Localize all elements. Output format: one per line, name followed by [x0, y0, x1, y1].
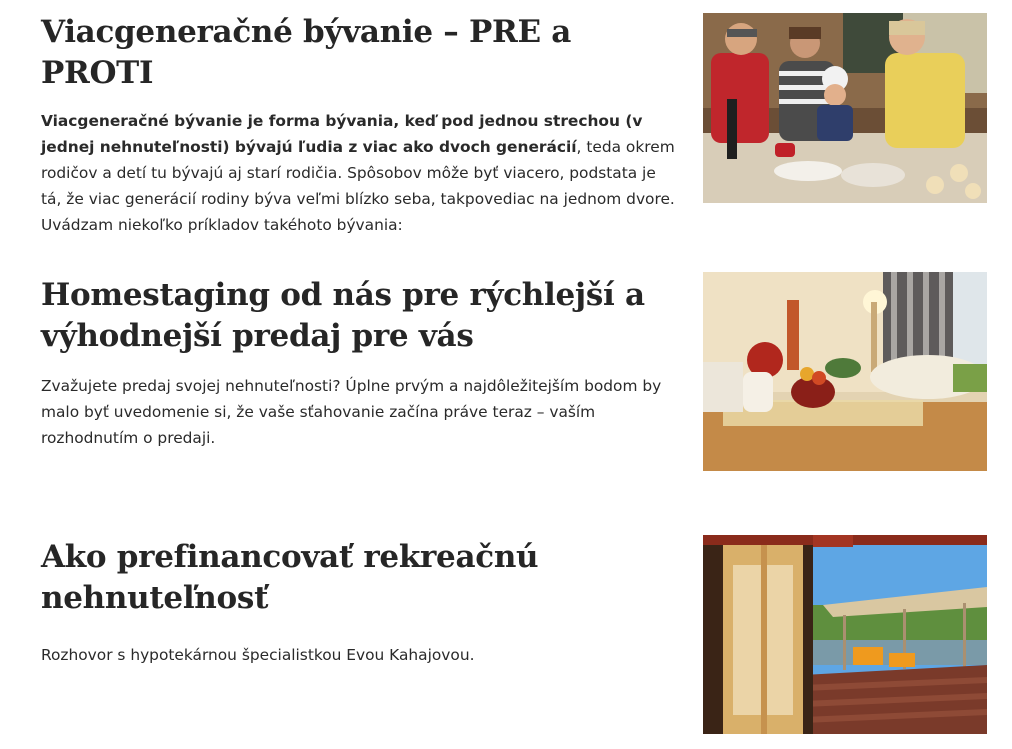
article-title-2[interactable]: Homestaging od nás pre rýchlejší a výhodnejší predaj pre vás	[41, 277, 645, 354]
article-title-3[interactable]: Ako prefinancovať rekreačnú nehnuteľnosť	[41, 539, 539, 616]
family-baking-photo	[703, 13, 987, 203]
article-excerpt-2: Zvažujete predaj svojej nehnuteľnosti? Úplne prvým a najdôležitejším bodom by malo byť uvedomenie si, že vaše sťahovanie začína práve teraz – vaším rozhodnutím o predaji.	[41, 377, 662, 447]
article-title-1[interactable]: Viacgeneračné bývanie – PRE a PROTI	[41, 14, 572, 91]
article-text-1	[41, 12, 681, 238]
article-image-2[interactable]	[703, 272, 987, 471]
article-image-1[interactable]	[703, 13, 987, 203]
article-excerpt-1-bold: Viacgeneračné bývanie je forma bývania, keď pod jednou strechou (v jednej nehnuteľnosti) bývajú ľudia z viac ako dvoch generácií	[41, 112, 643, 156]
article-excerpt-3: Rozhovor s hypotekárnou špecialistkou Evou Kahajovou.	[41, 646, 475, 664]
article-text-3	[41, 537, 681, 668]
article-excerpt-1-rest: , teda okrem rodičov a detí tu bývajú aj starí rodičia. Spôsobov môže byť viacero, podstata je tá, že viac generácií rodiny býva veľmi blízko seba, takpovediac na jednom dvore. Uvádzam niekoľko príkladov takéhoto bývania:	[41, 138, 675, 234]
article-image-3[interactable]	[703, 535, 987, 734]
staged-living-room-photo	[703, 272, 987, 471]
article-text-2	[41, 275, 681, 451]
article-excerpt-1	[41, 108, 681, 238]
houseboat-terrace-photo	[703, 535, 987, 734]
